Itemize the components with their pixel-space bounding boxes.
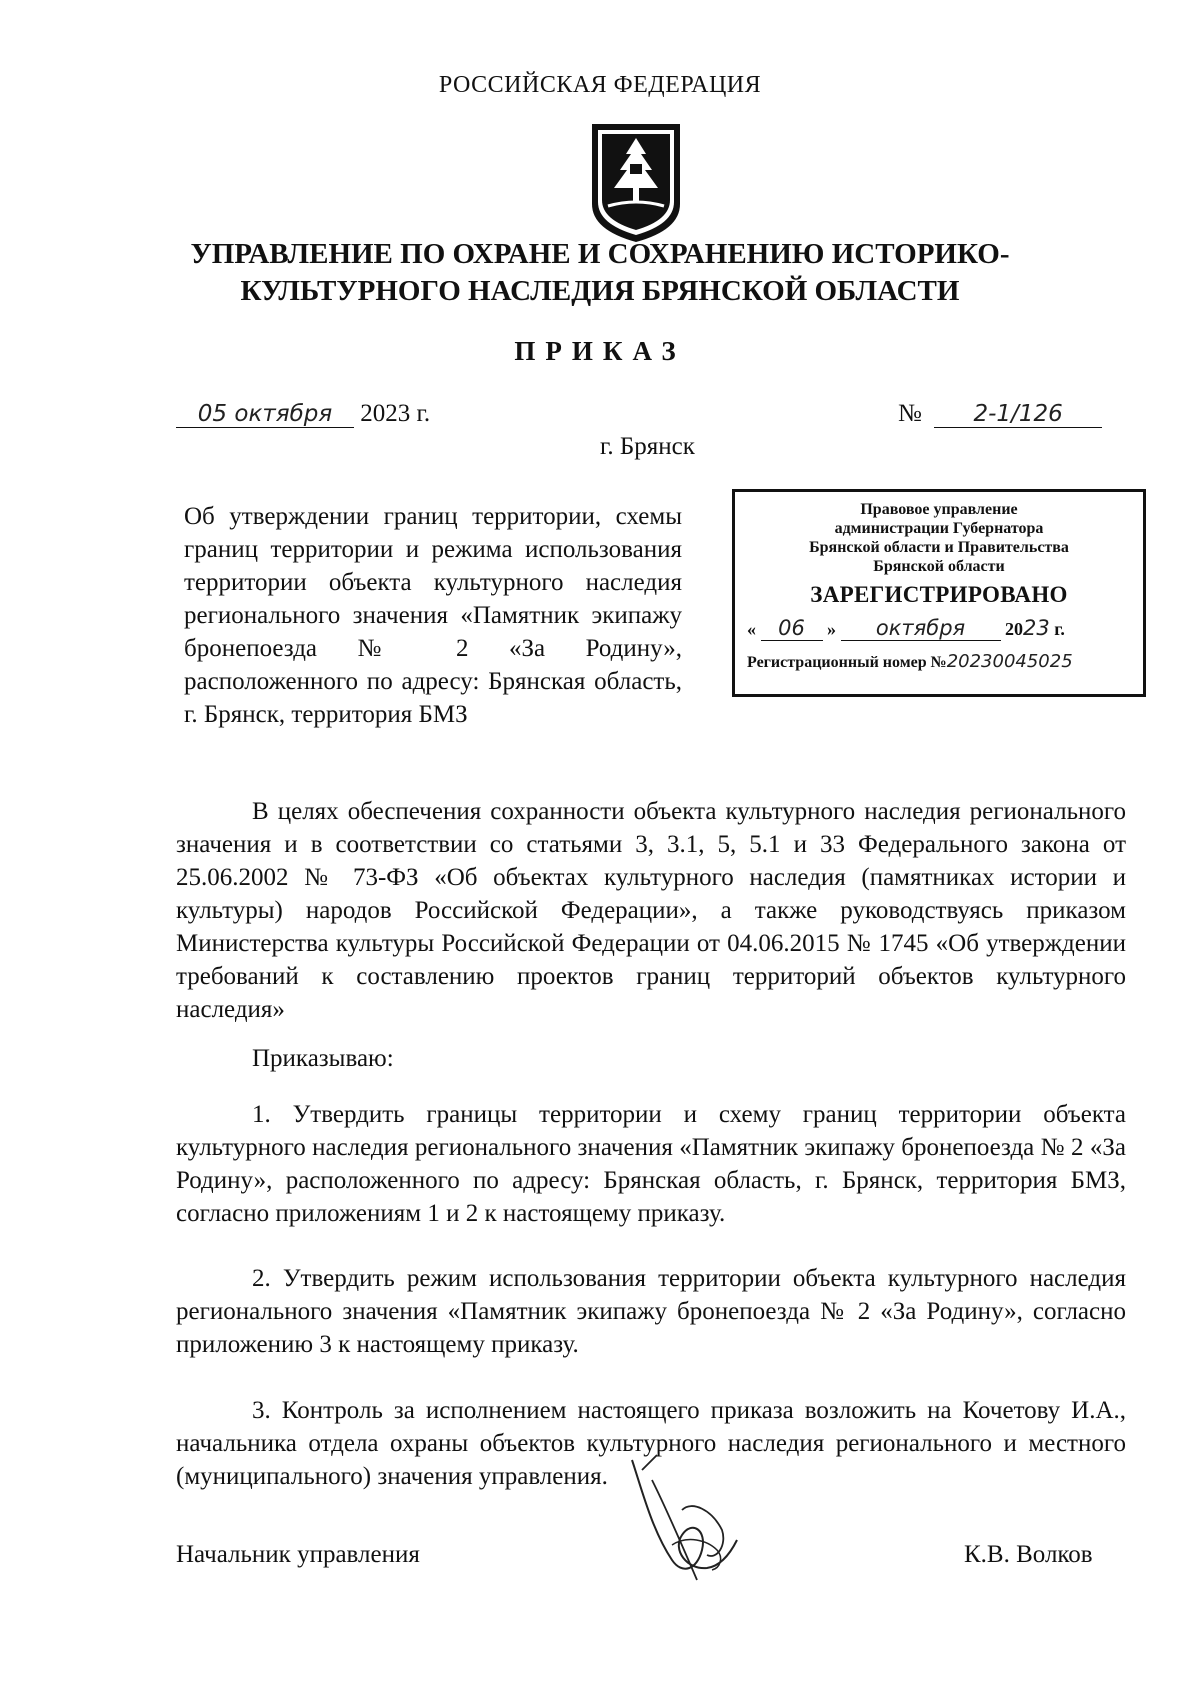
stamp-year-suffix: г.	[1054, 619, 1065, 639]
order-subject: Об утверждении границ территории, схемы границ территории и режима использования территории объекта культурного наследия регионального значения «Памятник экипажу бронепоезда № 2 «За Родину», расположенного по адресу: Брянская область, г. Брянск, территория БМЗ	[184, 503, 682, 728]
stamp-org-line-1: Правовое управление	[860, 501, 1018, 518]
stamp-org-line-2: администрации Губернатора	[834, 520, 1044, 537]
handwritten-signature-icon	[612, 1450, 762, 1595]
bryansk-coat-of-arms-icon	[586, 120, 686, 246]
order-item-1: 1. Утвердить границы территории и схему границ территории объекта культурного наследия регионального значения «Памятник экипажу бронепоезда № 2 «За Родину», расположенного по адресу: Брянская область, г. Брянск, территория БМЗ, согласно приложениям 1 и 2 к настоящему приказу.	[176, 1101, 1126, 1227]
order-number-label: №	[898, 400, 922, 427]
order-date-handwritten: 05 октября	[176, 401, 354, 428]
department-name	[150, 236, 1050, 310]
stamp-registration-number	[735, 651, 1143, 672]
city: г. Брянск	[600, 433, 695, 460]
department-line-2: КУЛЬТУРНОГО НАСЛЕДИЯ БРЯНСКОЙ ОБЛАСТИ	[240, 275, 960, 307]
signatory-role: Начальник управления	[176, 1541, 420, 1568]
stamp-status: ЗАРЕГИСТРИРОВАНО	[810, 582, 1068, 607]
stamp-day-handwritten: 06	[761, 616, 823, 641]
stamp-year-prefix: 20	[1005, 619, 1023, 639]
stamp-year-handwritten: 23	[1023, 616, 1050, 640]
country-name: РОССИЙСКАЯ ФЕДЕРАЦИЯ	[438, 72, 762, 98]
order-number-handwritten: 2-1/126	[934, 401, 1102, 428]
preamble-paragraph: В целях обеспечения сохранности объекта культурного наследия регионального значения и в соответствии со статьями 3, 3.1, 5, 5.1 и 33 Федерального закона от 25.06.2002 № 73-ФЗ «Об объектах культурного наследия (памятниках истории и культуры) народов Российской Федерации», а также руководствуясь приказом Министерства культуры Российской Федерации от 04.06.2015 № 1745 «Об утверждении требований к составлению проектов границ территорий объектов культурного наследия»	[176, 798, 1126, 1023]
stamp-org-line-3: Брянской области и Правительства	[809, 539, 1069, 556]
order-item-3: 3. Контроль за исполнением настоящего приказа возложить на Кочетову И.А., начальника отдела охраны объектов культурного наследия регионального и местного (муниципального) значения управления.	[176, 1397, 1126, 1490]
document-type: ПРИКАЗ	[514, 336, 686, 366]
stamp-month-handwritten: октября	[841, 616, 1001, 641]
stamp-quote-close: »	[827, 619, 836, 639]
signatory-name: К.В. Волков	[964, 1541, 1093, 1568]
stamp-org-line-4: Брянской области	[873, 558, 1005, 575]
registration-stamp	[732, 489, 1146, 697]
order-date	[176, 400, 430, 428]
stamp-reg-label: Регистрационный номер №	[747, 654, 947, 671]
order-word: Приказываю:	[252, 1045, 394, 1072]
department-line-1: УПРАВЛЕНИЕ ПО ОХРАНЕ И СОХРАНЕНИЮ ИСТОРИКО-	[190, 238, 1010, 270]
order-item-2: 2. Утвердить режим использования территории объекта культурного наследия регионального значения «Памятник экипажу бронепоезда № 2 «За Родину», согласно приложению 3 к настоящему приказу.	[176, 1265, 1126, 1358]
order-year: 2023 г.	[360, 400, 431, 427]
stamp-date	[735, 616, 1143, 641]
stamp-quote-open: «	[747, 619, 756, 639]
order-number	[898, 400, 1102, 428]
stamp-organization	[735, 500, 1143, 576]
stamp-reg-number-handwritten: 20230045025	[946, 651, 1073, 672]
